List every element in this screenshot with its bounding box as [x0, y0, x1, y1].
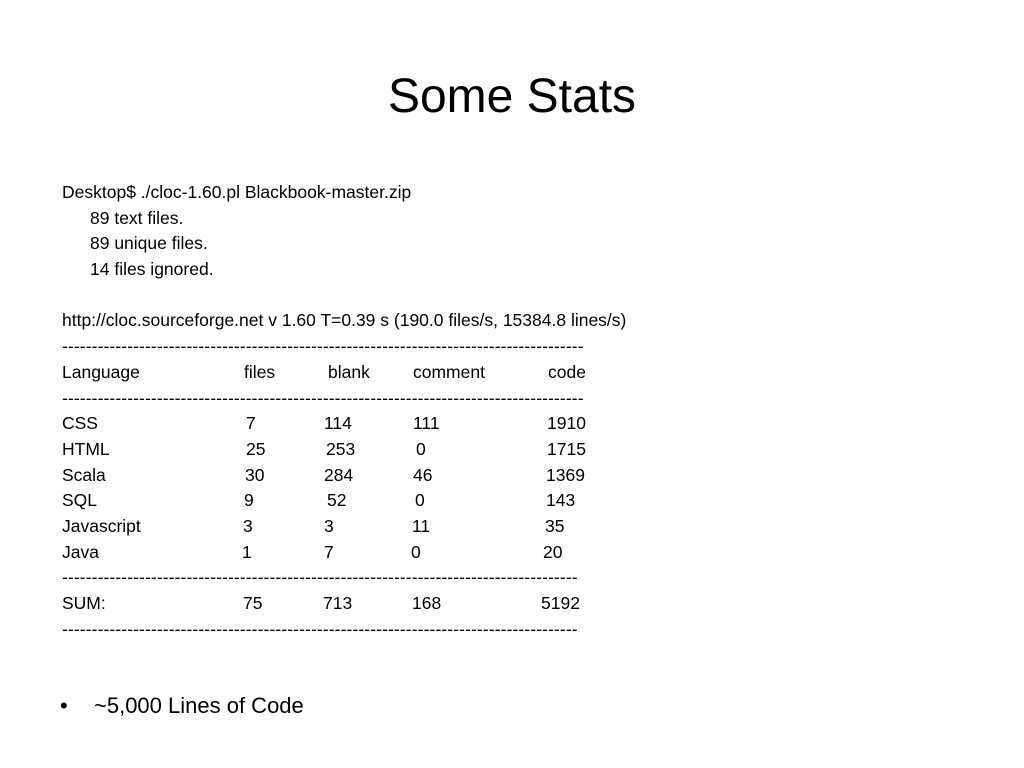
cell-files: 7	[246, 413, 256, 434]
col-header-comment: comment	[413, 361, 485, 382]
summary-ignored-files: 14 files ignored.	[90, 259, 214, 280]
table-row	[62, 411, 626, 437]
cloc-header: http://cloc.sourceforge.net v 1.60 T=0.39 s (190.0 files/s, 15384.8 lines/s)	[62, 310, 627, 331]
table-row	[62, 540, 626, 566]
cell-language: Scala	[62, 464, 106, 485]
cell-blank: 284	[324, 464, 354, 485]
cell-blank: 253	[326, 438, 356, 459]
cell-comment: 46	[413, 464, 433, 485]
cell-code: 1910	[547, 413, 586, 434]
command-line: Desktop$ ./cloc-1.60.pl Blackbook-master.zip	[62, 182, 412, 202]
table-row	[62, 437, 626, 463]
col-header-files: files	[244, 361, 276, 382]
table-row	[62, 514, 626, 540]
cell-code: 1715	[547, 438, 586, 459]
cell-files: 25	[246, 438, 266, 459]
cell-comment: 0	[411, 541, 421, 562]
cell-files: 30	[245, 464, 265, 485]
table-header-row	[62, 360, 626, 386]
col-header-blank: blank	[328, 361, 370, 382]
cell-blank: 114	[324, 413, 352, 434]
bullet-text: ~5,000 Lines of Code	[94, 693, 304, 718]
sum-blank: 713	[323, 593, 353, 613]
cell-blank: 7	[324, 541, 334, 562]
col-header-language: Language	[62, 361, 140, 382]
cell-language: Javascript	[62, 515, 141, 536]
slide-title: Some Stats	[387, 70, 637, 123]
cell-files: 1	[242, 541, 252, 562]
cell-code: 35	[545, 515, 565, 536]
cell-language: Java	[62, 541, 99, 562]
cell-code: 1369	[546, 464, 585, 485]
sum-code: 5192	[541, 593, 580, 613]
sum-label: SUM:	[62, 593, 106, 613]
cell-blank: 52	[327, 490, 347, 511]
cell-code: 20	[543, 541, 563, 562]
table-row	[62, 463, 626, 489]
blank-line	[62, 283, 626, 309]
cell-comment: 111	[413, 413, 440, 434]
table-row	[62, 488, 626, 514]
separator-sum-top: ---------------------------------------------------------------------------------------	[62, 567, 578, 588]
cloc-output	[62, 180, 626, 642]
separator-top: ----------------------------------------------------------------------------------------	[62, 336, 584, 357]
cell-code: 143	[546, 490, 576, 511]
cell-blank: 3	[324, 515, 334, 536]
cell-files: 3	[243, 515, 253, 536]
cell-language: SQL	[62, 490, 98, 511]
cell-language: HTML	[62, 438, 110, 459]
sum-comment: 168	[412, 593, 442, 613]
cell-files: 9	[244, 490, 254, 511]
cell-comment: 0	[416, 438, 426, 459]
col-header-code: code	[548, 361, 586, 382]
summary-unique-files: 89 unique files.	[90, 233, 208, 254]
cell-comment: 11	[412, 515, 431, 536]
separator-bottom: ---------------------------------------------------------------------------------------	[62, 618, 578, 639]
bullet-item	[60, 690, 304, 722]
bullet-marker: •	[60, 693, 68, 718]
cell-language: CSS	[62, 413, 98, 434]
cell-comment: 0	[415, 490, 425, 511]
separator-header: ----------------------------------------------------------------------------------------	[62, 387, 584, 408]
summary-text-files: 89 text files.	[90, 207, 184, 228]
sum-row	[62, 591, 626, 617]
sum-files: 75	[243, 593, 263, 613]
